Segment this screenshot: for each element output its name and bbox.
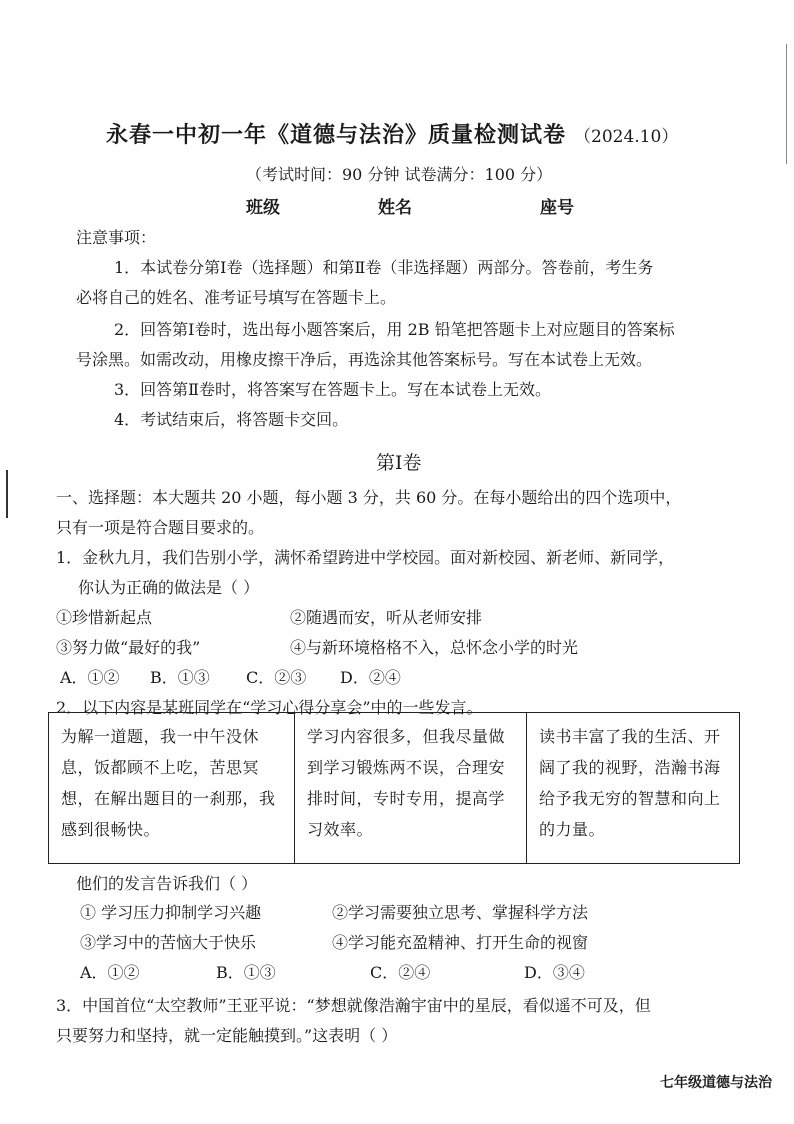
q2-statement-3: 读书丰富了我的生活、开阔了我的视野，浩瀚书海给予我无穷的智慧和向上的力量。 xyxy=(526,713,739,863)
notice-item-3: 3．回答第Ⅱ卷时，将答案写在答题卡上。写在本试卷上无效。 xyxy=(114,380,552,399)
q2-option-4: ④学习能充盈精神、打开生命的视窗 xyxy=(332,933,589,952)
q2-choice-a: A．①② xyxy=(80,963,140,982)
q2-statement-1: 为解一道题，我一中午没休息，饭都顾不上吃，苦思冥想，在解出题目的一刹那，我感到很畅快。 xyxy=(61,727,276,839)
notice-item-2-cont: 号涂黑。如需改动，用橡皮擦干净后，再选涂其他答案标号。写在本试卷上无效。 xyxy=(76,350,653,369)
q2-stem: 2．以下内容是某班同学在“学习心得分享会”中的一些发言。 xyxy=(56,698,483,717)
q1-option-1: ①珍惜新起点 xyxy=(56,608,153,627)
q3-line-1: 3．中国首位“太空教师”王亚平说：“梦想就像浩瀚宇宙中的星辰，看似遥不可及，但 xyxy=(56,996,651,1015)
notice-item-1: 1．本试卷分第Ⅰ卷（选择题）和第Ⅱ卷（非选择题）两部分。答卷前，考生务 xyxy=(114,258,654,277)
class-label: 班级 xyxy=(246,198,280,218)
q1-stem-1: 1．金秋九月，我们告别小学，满怀希望跨进中学校园。面对新校园、新老师、新同学， xyxy=(56,548,675,567)
q1-stem-2: 你认为正确的做法是（ ） xyxy=(78,578,260,597)
q1-option-4: ④与新环境格格不入，总怀念小学的时光 xyxy=(290,638,579,657)
notice-item-4: 4．考试结束后，将答题卡交回。 xyxy=(114,410,349,429)
q1-choice-d: D．②④ xyxy=(340,668,401,687)
notice-item-2: 2．回答第Ⅰ卷时，选出每小题答案后，用 2B 铅笔把答题卡上对应题目的答案标 xyxy=(114,320,675,339)
q2-statement-2: 学习内容很多，但我尽量做到学习锻炼两不误，合理安排时间，专时专用，提高学习效率。 xyxy=(294,713,526,863)
q1-option-2: ②随遇而安，听从老师安排 xyxy=(290,608,483,627)
q2-choice-c: C．②④ xyxy=(370,963,431,982)
scan-edge-mark-right xyxy=(786,44,787,164)
q1-choice-c: C．②③ xyxy=(246,668,307,687)
name-label: 姓名 xyxy=(378,198,412,218)
scan-edge-mark-left xyxy=(6,470,8,518)
q2-statement-table xyxy=(48,712,740,864)
q1-choice-a: A．①② xyxy=(60,668,120,687)
seat-label: 座号 xyxy=(540,198,574,218)
exam-year: （2024.10） xyxy=(574,127,679,147)
section-instruction-1: 一、选择题：本大题共 20 小题，每小题 3 分，共 60 分。在每小题给出的四个选项中， xyxy=(56,488,682,507)
exam-title xyxy=(106,118,678,149)
q3-line-2: 只要努力和坚持，就一定能触摸到。”这表明（ ） xyxy=(56,1026,398,1045)
exam-title-text: 永春一中初一年《道德与法治》质量检测试卷 xyxy=(106,122,567,148)
q2-option-3: ③学习中的苦恼大于快乐 xyxy=(80,933,257,952)
notice-item-1-cont: 必将自己的姓名、准考证号填写在答题卡上。 xyxy=(76,288,397,307)
page-footer-label: 七年级道德与法治 xyxy=(660,1075,772,1091)
notice-heading: 注意事项： xyxy=(76,228,157,247)
section-title: 第Ⅰ卷 xyxy=(376,452,422,474)
section-instruction-2: 只有一项是符合题目要求的。 xyxy=(56,518,265,537)
q2-prompt: 他们的发言告诉我们（ ） xyxy=(76,874,258,893)
q1-option-3: ③努力做“最好的我” xyxy=(56,638,201,657)
q1-choice-b: B．①③ xyxy=(150,668,210,687)
q2-option-2: ②学习需要独立思考、掌握科学方法 xyxy=(332,903,589,922)
q2-choice-d: D．③④ xyxy=(524,963,585,982)
exam-info: （考试时间：90 分钟 试卷满分：100 分） xyxy=(246,165,553,184)
q2-choice-b: B．①③ xyxy=(216,963,276,982)
q2-option-1: ① 学习压力抑制学习兴趣 xyxy=(80,903,262,922)
